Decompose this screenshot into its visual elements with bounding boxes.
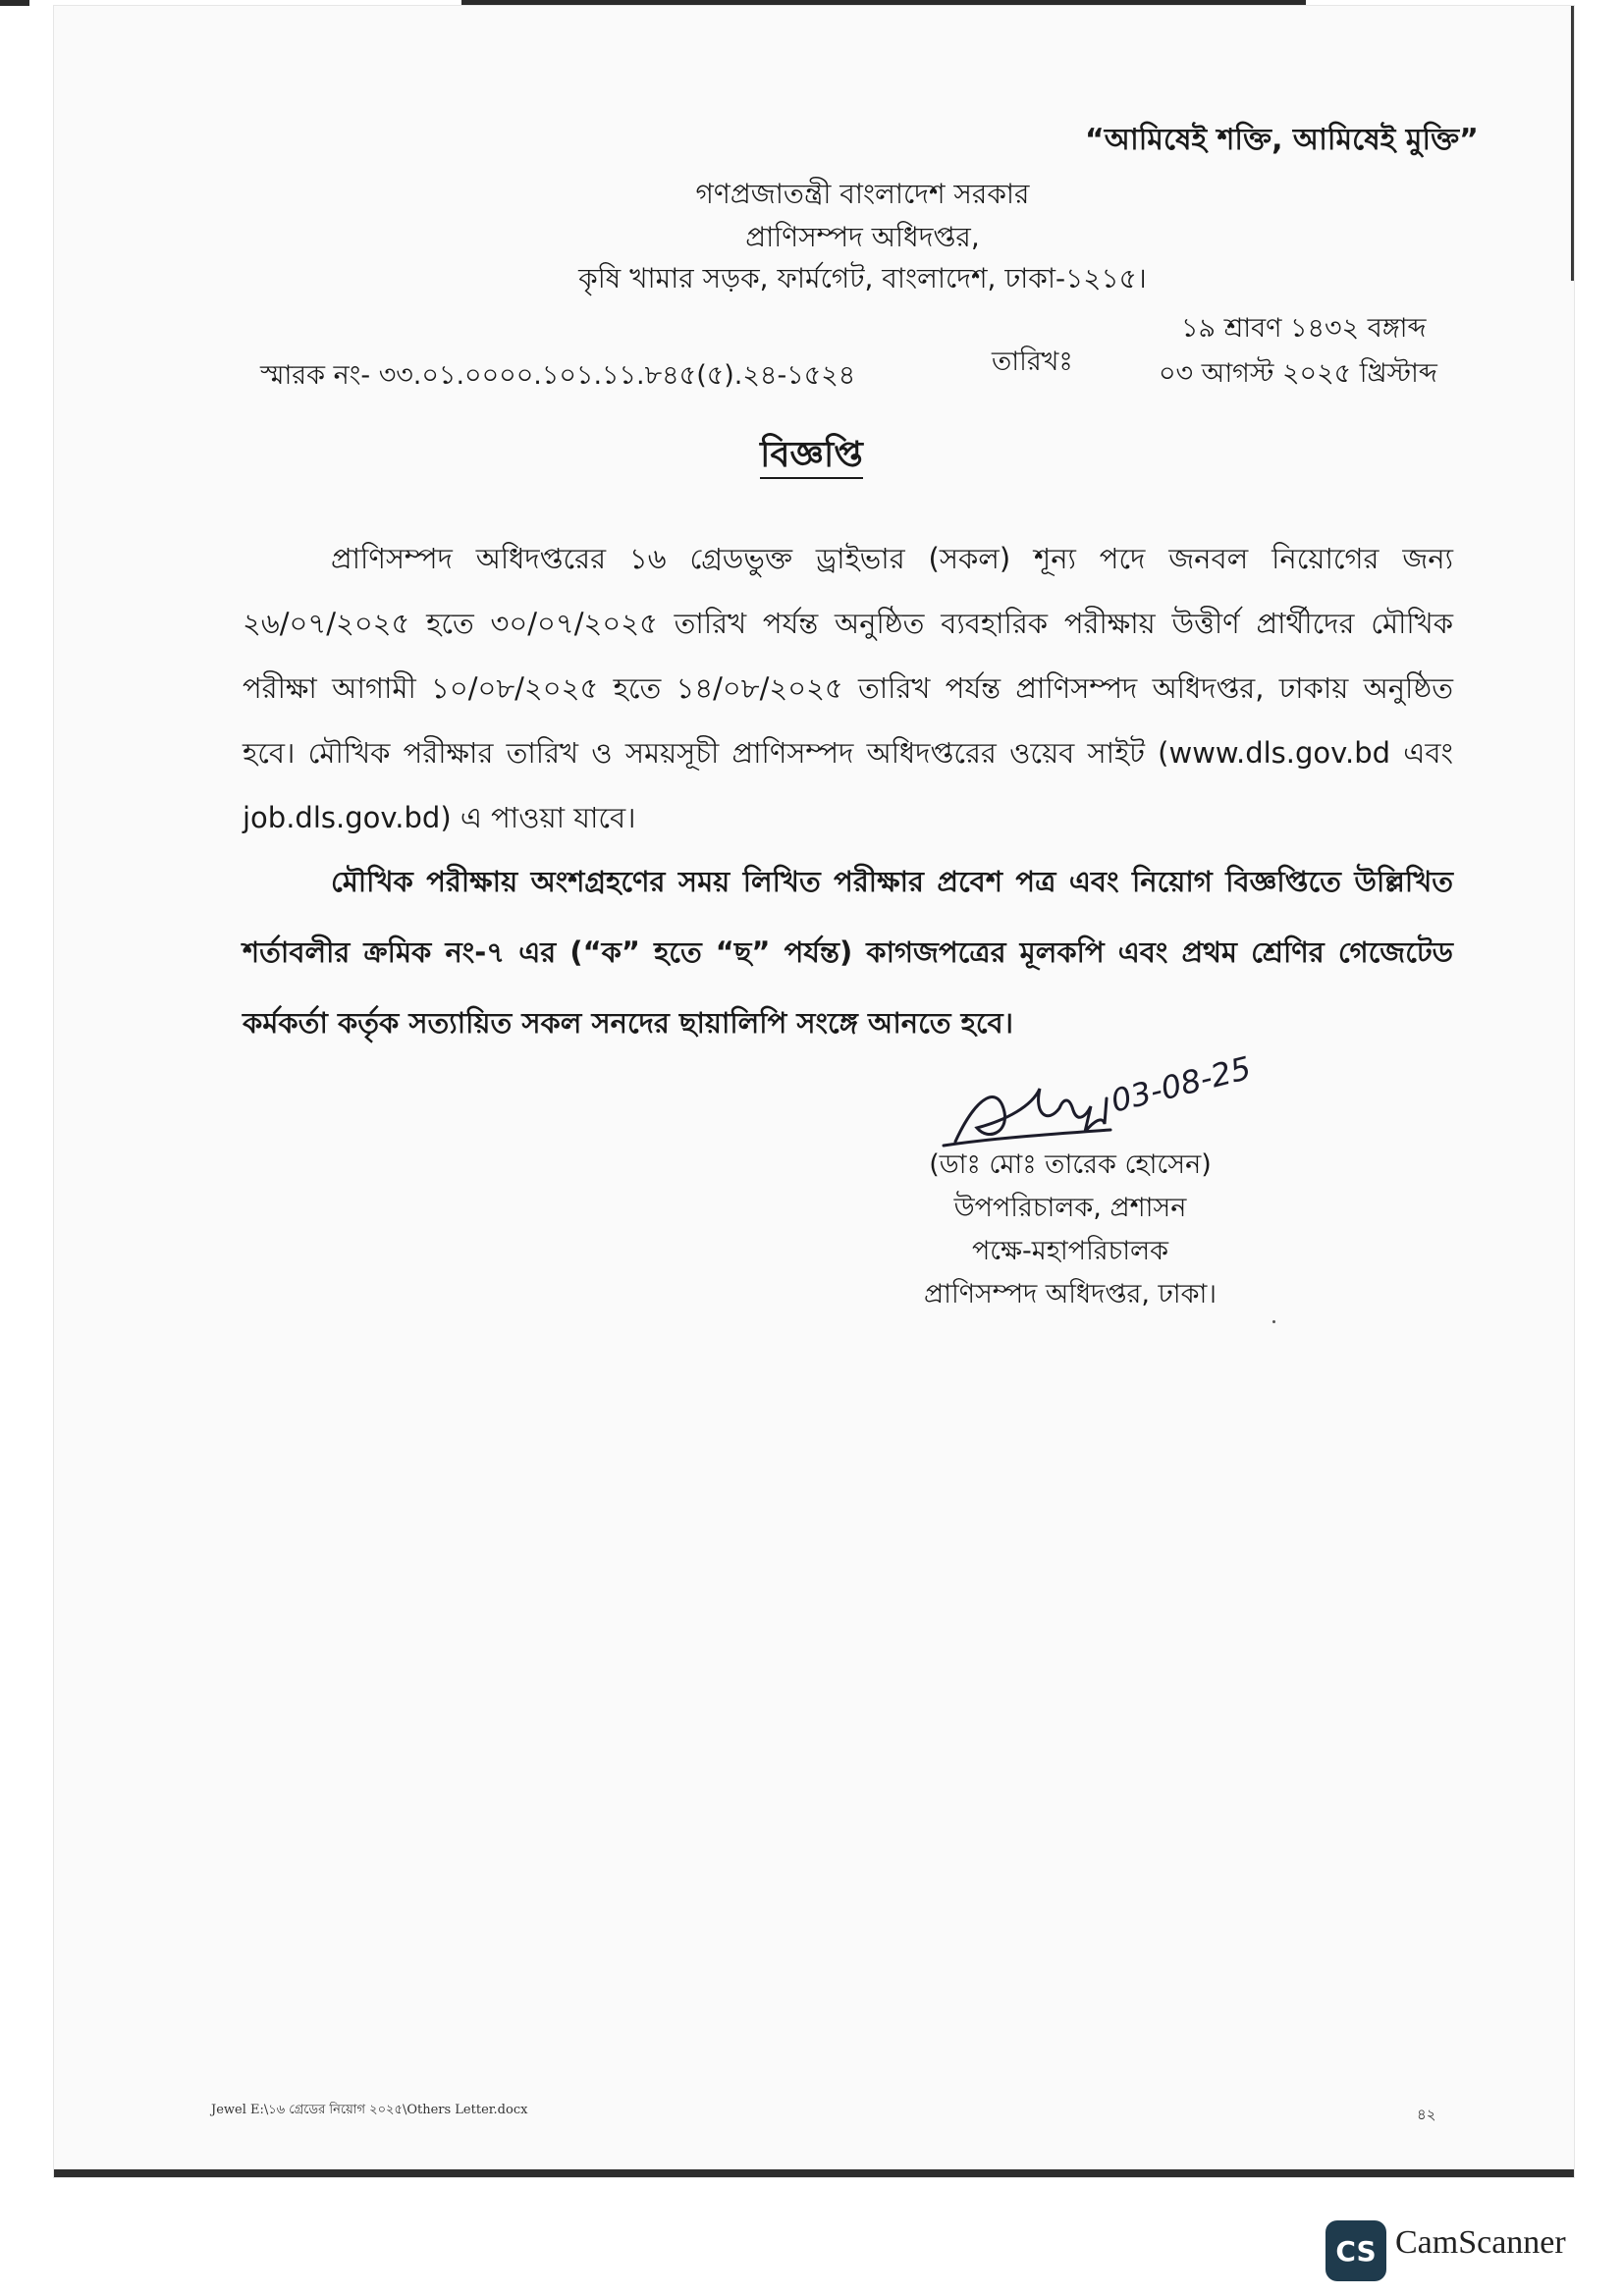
header-address: কৃষি খামার সড়ক, ফার্মগেট, বাংলাদেশ, ঢাকা-১২১৫। bbox=[578, 262, 1147, 294]
footer-file-path: Jewel E:\১৬ গ্রেডের নিয়োগ ২০২৫\Others Letter.docx bbox=[211, 2103, 528, 2117]
instruction-paragraph-text: মৌখিক পরীক্ষায় অংশগ্রহণের সময় লিখিত পরীক্ষার প্রবেশ পত্র এবং নিয়োগ বিজ্ঞপ্তিতে উল্লিখিত শর্তাবলীর ক্রমিক নং-৭ এর (“ক” হতে “ছ” পর্যন্ত) কাগজপত্রের মূলকপি এবং প্রথম শ্রেণির গেজেটেড কর্মকর্তা কর্তৃক সত্যায়িত সকল সনদের ছায়ালিপি সংঙ্গে আনতে হবে। bbox=[243, 865, 1453, 1040]
notice-title-text: বিজ্ঞপ্তি bbox=[760, 435, 863, 479]
signatory-name: (ডাঃ মোঃ তারেক হোসেন) bbox=[929, 1149, 1212, 1180]
body-paragraph bbox=[243, 526, 1453, 850]
date-label: তারিখঃ bbox=[992, 347, 1073, 377]
header-government: গণপ্রজাতন্ত্রী বাংলাদেশ সরকার bbox=[695, 178, 1030, 210]
instruction-paragraph bbox=[243, 846, 1453, 1058]
signature-scrawl bbox=[944, 1089, 1110, 1146]
date-bangla: ১৯ শ্রাবণ ১৪৩২ বঙ্গাব্দ bbox=[1181, 313, 1427, 344]
scan-speck bbox=[1272, 1320, 1275, 1323]
signatory-block bbox=[889, 1144, 1252, 1316]
signature bbox=[938, 1026, 1271, 1163]
notice-title bbox=[0, 428, 1623, 487]
scan-edge bbox=[54, 2169, 1574, 2177]
date-english: ০৩ আগস্ট ২০২৫ খ্রিস্টাব্দ bbox=[1159, 358, 1437, 389]
memo-number: স্মারক নং- ৩৩.০১.০০০০.১০১.১১.৮৪৫(৫).২৪-১৫২৪ bbox=[260, 360, 856, 391]
camscanner-logo-icon bbox=[1325, 2220, 1386, 2281]
motto: “আমিষেই শক্তি, আমিষেই মুক্তি” bbox=[1085, 123, 1479, 157]
signatory-office: প্রাণিসম্পদ অধিদপ্তর, ঢাকা। bbox=[923, 1279, 1217, 1309]
scan-edge-mark bbox=[0, 0, 29, 6]
header-department: প্রাণিসম্পদ অধিদপ্তর, bbox=[745, 221, 980, 253]
svg-text:CS: CS bbox=[1335, 2235, 1377, 2268]
page-number: ৪২ bbox=[1417, 2106, 1436, 2123]
signature-date: 03-08-25 bbox=[1107, 1048, 1255, 1120]
camscanner-label: CamScanner bbox=[1395, 2224, 1566, 2261]
signatory-on-behalf: পক্ষে-মহাপরিচালক bbox=[971, 1236, 1169, 1266]
body-paragraph-text: প্রাণিসম্পদ অধিদপ্তরের ১৬ গ্রেডভুক্ত ড্রাইভার (সকল) শূন্য পদে জনবল নিয়োগের জন্য ২৬/০৭/২০২৫ হতে ৩০/০৭/২০২৫ তারিখ পর্যন্ত অনুষ্ঠিত ব্যবহারিক পরীক্ষায় উত্তীর্ণ প্রার্থীদের মৌখিক পরীক্ষা আগামী ১০/০৮/২০২৫ হতে ১৪/০৮/২০২৫ তারিখ পর্যন্ত প্রাণিসম্পদ অধিদপ্তর, ঢাকায় অনুষ্ঠিত হবে। মৌখিক পরীক্ষার তারিখ ও সময়সূচী প্রাণিসম্পদ অধিদপ্তরের ওয়েব সাইট (www.dls.gov.bd এবং job.dls.gov.bd) এ পাওয়া যাবে। bbox=[243, 542, 1453, 834]
signatory-designation: উপপরিচালক, প্রশাসন bbox=[953, 1193, 1187, 1223]
